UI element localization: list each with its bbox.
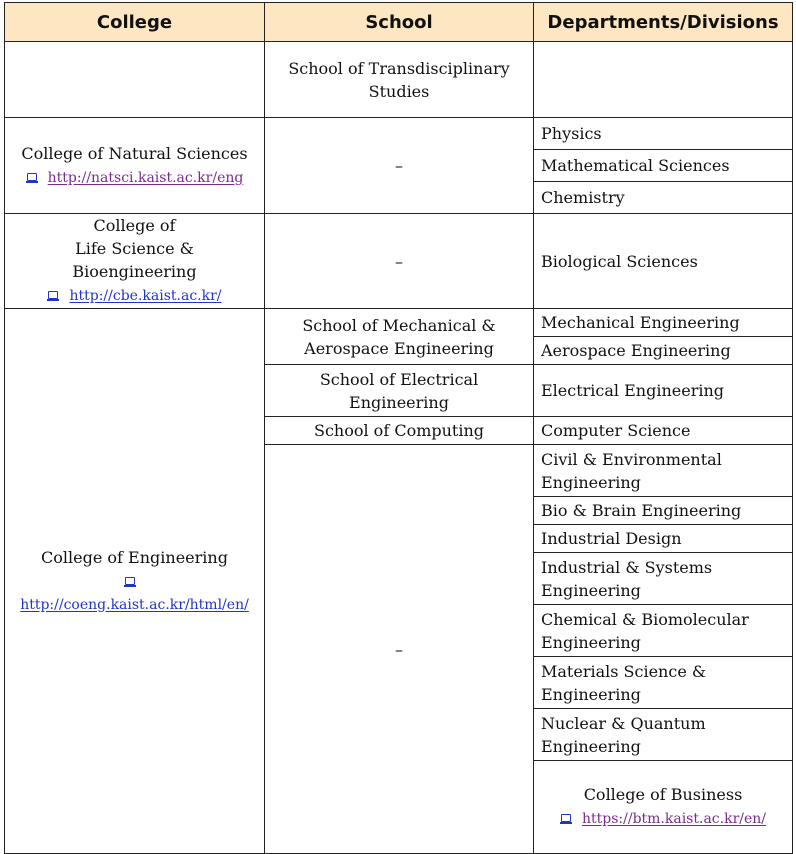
department-cell: Bio & Brain Engineering [534, 497, 793, 525]
college-cell [5, 309, 265, 854]
department-cell: Nuclear & Quantum Engineering [534, 709, 793, 761]
college-website-link[interactable]: http://coeng.kaist.ac.kr/html/en/ [20, 596, 249, 613]
table-row [5, 42, 793, 118]
computer-icon [124, 577, 136, 587]
college-website-link[interactable]: https://btm.kaist.ac.kr/en/ [582, 811, 766, 827]
school-cell: School of Electrical Engineering [265, 365, 534, 417]
department-cell: Chemistry [534, 182, 793, 214]
college-name-line: Life Science & [75, 239, 194, 258]
department-cell: Mechanical Engineering [534, 309, 793, 337]
department-cell: Biological Sciences [534, 214, 793, 309]
department-cell: Industrial Design [534, 525, 793, 553]
college-cell [5, 214, 265, 309]
college-name: College of Engineering [41, 547, 228, 567]
department-cell: Computer Science [534, 417, 793, 445]
college-name: College of Business [583, 785, 743, 804]
department-cell: Electrical Engineering [534, 365, 793, 417]
kaist-organization-table [4, 2, 793, 854]
header-row [5, 3, 793, 42]
college-cell-empty [5, 42, 265, 118]
college-name-line: College of [93, 216, 176, 235]
header-departments: Departments/Divisions [534, 3, 793, 42]
department-cell: Aerospace Engineering [534, 337, 793, 365]
college-cell [534, 761, 793, 854]
school-cell: School of Computing [265, 417, 534, 445]
department-cell: Mathematical Sciences [534, 150, 793, 182]
department-cell: Materials Science & Engineering [534, 657, 793, 709]
college-cell [5, 118, 265, 214]
table-row [5, 118, 793, 150]
college-name: College of Natural Sciences [21, 143, 248, 163]
computer-icon [560, 814, 572, 824]
school-cell: – [265, 214, 534, 309]
school-cell: – [265, 118, 534, 214]
table-row [5, 214, 793, 309]
department-cell: Industrial & Systems Engineering [534, 553, 793, 605]
computer-icon [26, 173, 38, 183]
department-cell-empty [534, 42, 793, 118]
college-name-line: Bioengineering [72, 262, 197, 281]
table-row [5, 309, 793, 337]
header-college: College [5, 3, 265, 42]
school-cell: School of Transdisciplinary Studies [265, 42, 534, 118]
computer-icon [47, 291, 59, 301]
college-website-link[interactable]: http://cbe.kaist.ac.kr/ [69, 288, 222, 304]
department-cell: Civil & Environmental Engineering [534, 445, 793, 497]
department-cell: Chemical & Biomolecular Engineering [534, 605, 793, 657]
school-cell: – [265, 445, 534, 854]
school-cell: School of Mechanical & Aerospace Engineering [265, 309, 534, 365]
header-school: School [265, 3, 534, 42]
department-cell: Physics [534, 118, 793, 150]
college-website-link[interactable]: http://natsci.kaist.ac.kr/eng [47, 169, 244, 186]
